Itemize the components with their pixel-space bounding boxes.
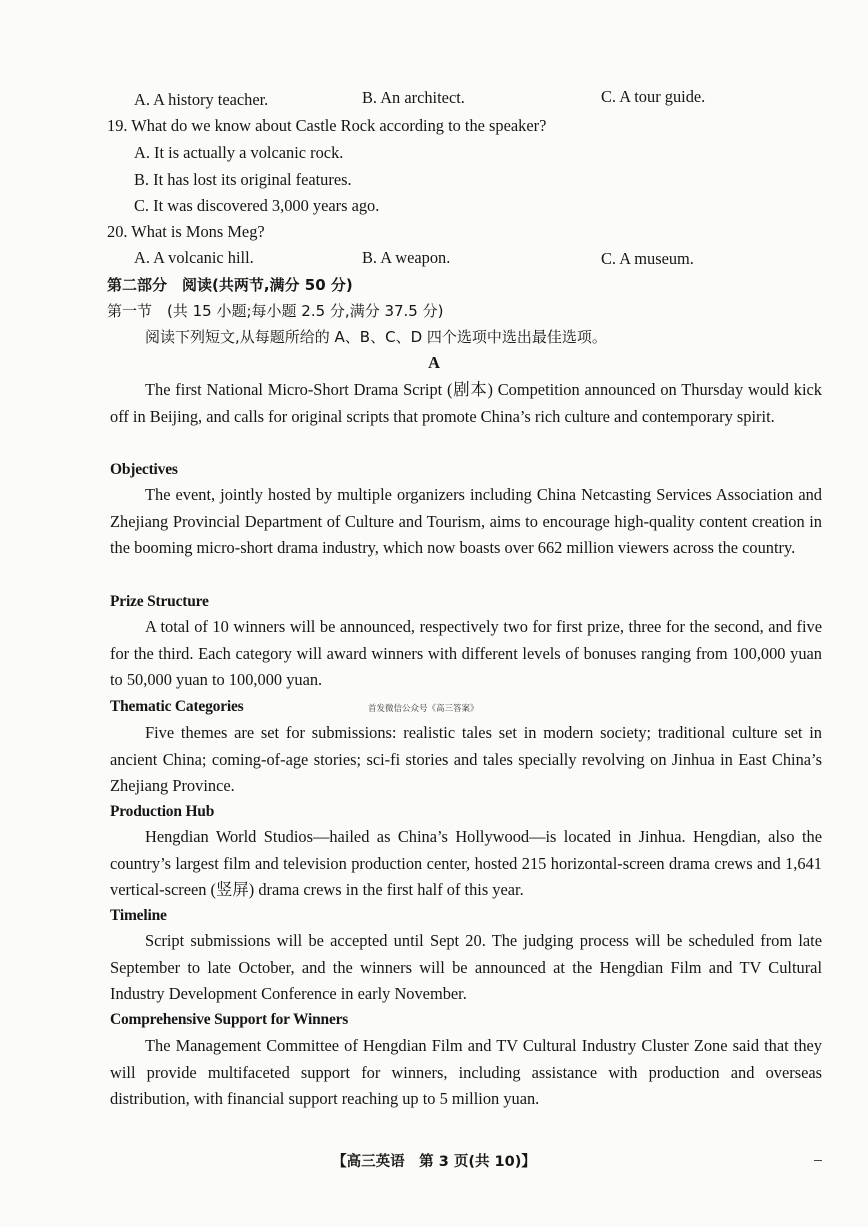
heading-thematic-categories: Thematic Categories <box>110 698 244 715</box>
page-footer: 【高三英语 第 3 页(共 10)】 <box>332 1154 536 1170</box>
part2-heading: 第二部分 阅读(共两节,满分 50 分) <box>107 276 353 294</box>
corner-mark <box>814 1160 822 1161</box>
paragraph-prize-structure: A total of 10 winners will be announced, respectively two for first prize, three for the second, and five for the third. Each category will award winners with different levels of bonuses ranging from 100,000 yuan to 50,000 yuan to 100,000 yuan. <box>110 617 822 689</box>
q20-option-b: B. A weapon. <box>362 248 451 267</box>
reading-instruction: 阅读下列短文,从每题所给的 A、B、C、D 四个选项中选出最佳选项。 <box>145 328 607 346</box>
heading-production-hub: Production Hub <box>110 803 215 820</box>
heading-timeline: Timeline <box>110 907 167 924</box>
passage-intro: The first National Micro-Short Drama Script (剧本) Competition announced on Thursday would kick off in Beijing, and calls for original scripts that promote China’s rich culture and contemporary spirit. <box>110 380 822 426</box>
q19-option-a: A. It is actually a volcanic rock. <box>134 143 344 162</box>
paragraph-support-for-winners: The Management Committee of Hengdian Film and TV Cultural Industry Cluster Zone said that they will provide multifaceted support for winners, including assistance with production and overseas distribution, with financial support reaching up to 5 million yuan. <box>110 1036 822 1108</box>
paragraph-objectives: The event, jointly hosted by multiple organizers including China Netcasting Services Association and Zhejiang Provincial Department of Culture and Tourism, aims to encourage high-quality content creation in the booming micro-short drama industry, which now boasts over 662 million viewers across the country. <box>110 485 822 557</box>
passage-label: A <box>428 353 440 372</box>
q20-stem: 20. What is Mons Meg? <box>107 222 265 241</box>
q18-option-c: C. A tour guide. <box>601 87 706 106</box>
heading-objectives: Objectives <box>110 461 178 478</box>
q19-option-b: B. It has lost its original features. <box>134 170 352 189</box>
q20-option-a: A. A volcanic hill. <box>134 248 254 267</box>
paragraph-timeline: Script submissions will be accepted until Sept 20. The judging process will be scheduled from late September to late October, and the winners will be announced at the Hengdian Film and TV Cultural Industry Development Conference in early November. <box>110 931 822 1003</box>
q18-option-b: B. An architect. <box>362 88 465 107</box>
watermark-text: 首发微信公众号《高三答案》 <box>368 704 479 714</box>
q20-option-c: C. A museum. <box>601 249 694 268</box>
q19-option-c: C. It was discovered 3,000 years ago. <box>134 196 380 215</box>
paragraph-production-hub: Hengdian World Studios—hailed as China’s Hollywood—is located in Jinhua. Hengdian, also the country’s largest film and television production center, hosted 215 horizontal-screen drama crews and 1,641 vertical-screen (竖屏) drama crews in the first half of this year. <box>110 827 822 899</box>
paragraph-thematic-categories: Five themes are set for submissions: realistic tales set in modern society; traditional culture set in ancient China; coming-of-age stories; sci-fi stories and tales specially revolving on Jinhua in East China’s Zhejiang Province. <box>110 723 822 795</box>
section1-heading: 第一节 (共 15 小题;每小题 2.5 分,满分 37.5 分) <box>107 302 444 320</box>
heading-prize-structure: Prize Structure <box>110 593 209 610</box>
heading-support-for-winners: Comprehensive Support for Winners <box>110 1011 349 1028</box>
q18-option-a: A. A history teacher. <box>134 90 269 109</box>
q19-stem: 19. What do we know about Castle Rock according to the speaker? <box>107 116 547 135</box>
